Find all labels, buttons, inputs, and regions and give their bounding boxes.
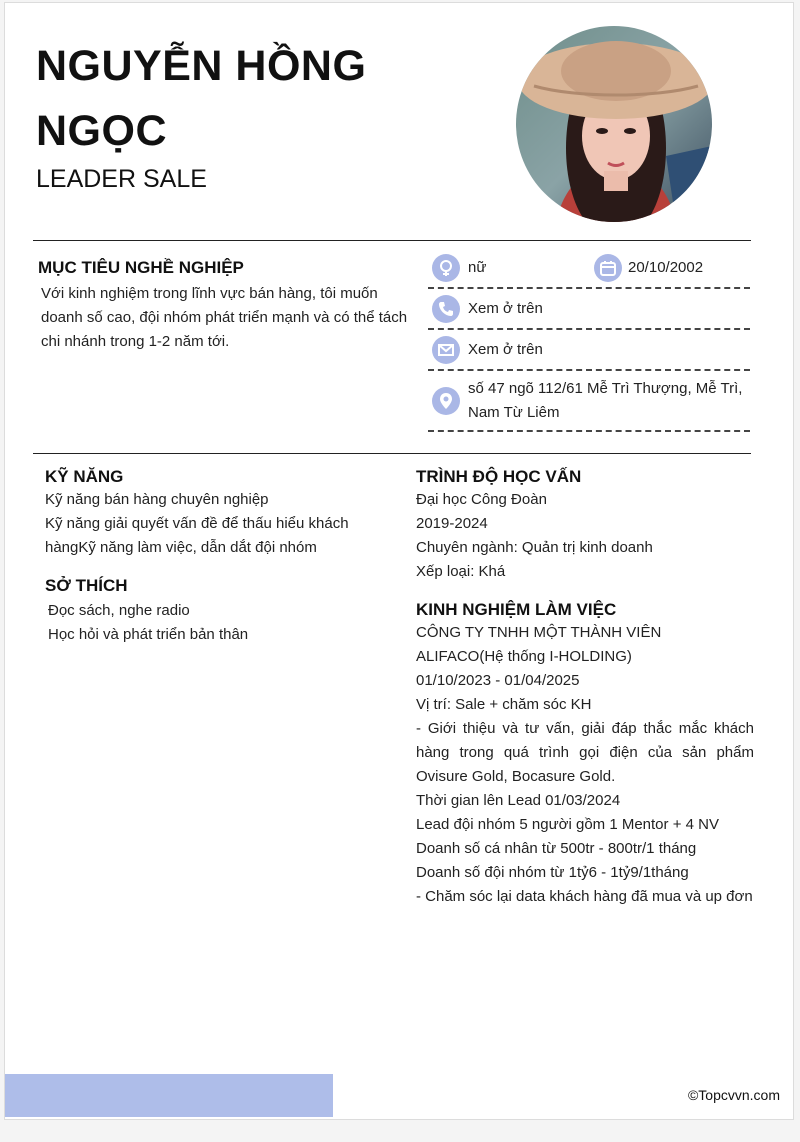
education-title: TRÌNH ĐỘ HỌC VẤN <box>416 467 582 486</box>
hobbies-text: Đọc sách, nghe radio Học hỏi và phát triển bản thân <box>48 602 249 643</box>
calendar-icon <box>594 254 622 282</box>
education-grade: Xếp loại: Khá <box>416 563 506 580</box>
gender-value: nữ <box>468 259 487 276</box>
email-value: Xem ở trên <box>468 341 543 358</box>
section-divider <box>33 453 751 454</box>
education-school: Đại học Công Đoàn <box>416 491 547 508</box>
footer-credit: ©Topcvvn.com <box>687 1087 780 1103</box>
location-pin-icon <box>432 387 460 415</box>
experience-company: CÔNG TY TNHH MỘT THÀNH VIÊN ALIFACO(Hệ thống I-HOLDING) <box>416 624 662 665</box>
profile-photo <box>516 26 712 222</box>
experience-period: 01/10/2023 - 01/04/2025 <box>416 672 580 689</box>
address-value: số 47 ngõ 112/61 Mễ Trì Thượng, Mễ Trì, Nam Từ Liêm <box>468 380 743 421</box>
info-separator <box>428 430 750 432</box>
objective-title: MỤC TIÊU NGHỀ NGHIỆP <box>38 258 244 277</box>
footer-accent-bar <box>5 1074 333 1117</box>
info-separator <box>428 369 750 371</box>
education-major: Chuyên ngành: Quản trị kinh doanh <box>416 539 653 556</box>
header-divider <box>33 240 751 241</box>
education-period: 2019-2024 <box>416 515 488 532</box>
skills-title: KỸ NĂNG <box>45 467 124 486</box>
gender-icon <box>432 254 460 282</box>
candidate-name: NGUYỄN HỒNG NGỌC <box>36 42 367 155</box>
job-title: LEADER SALE <box>36 165 207 193</box>
dob-value: 20/10/2002 <box>628 259 704 276</box>
experience-position: Vị trí: Sale + chăm sóc KH <box>416 696 592 713</box>
phone-icon <box>432 295 460 323</box>
objective-text: Với kinh nghiệm trong lĩnh vực bán hàng, tôi muốn doanh số cao, đội nhóm phát triển mạnh và có thể tách chi nhánh trong 1-2 năm tới. <box>41 285 408 350</box>
info-separator <box>428 328 750 330</box>
experience-title: KINH NGHIỆM LÀM VIỆC <box>416 600 617 619</box>
experience-details: - Giới thiệu và tư vấn, giải đáp thắc mắc khách hàng trong quá trình gọi điện của sản phẩm Ovisure Gold, Bocasure Gold. Thời gian lên Lead 01/03/2024 Lead đội nhóm 5 người gồm 1 Mentor + 4 NV Doanh số cá nhân từ 500tr - 800tr/1 tháng Doanh số đội nhóm từ 1tỷ6 - 1tỷ9/1tháng - Chăm sóc lại data khách hàng đã mua và up đơn <box>416 720 754 905</box>
email-icon <box>432 336 460 364</box>
hobbies-title: SỞ THÍCH <box>45 576 128 595</box>
skills-text: Kỹ năng bán hàng chuyên nghiệp Kỹ năng giải quyết vấn đề để thấu hiểu khách hàngKỹ năng làm việc, dẫn dắt đội nhóm <box>45 491 349 556</box>
phone-value: Xem ở trên <box>468 300 543 317</box>
info-separator <box>428 287 750 289</box>
